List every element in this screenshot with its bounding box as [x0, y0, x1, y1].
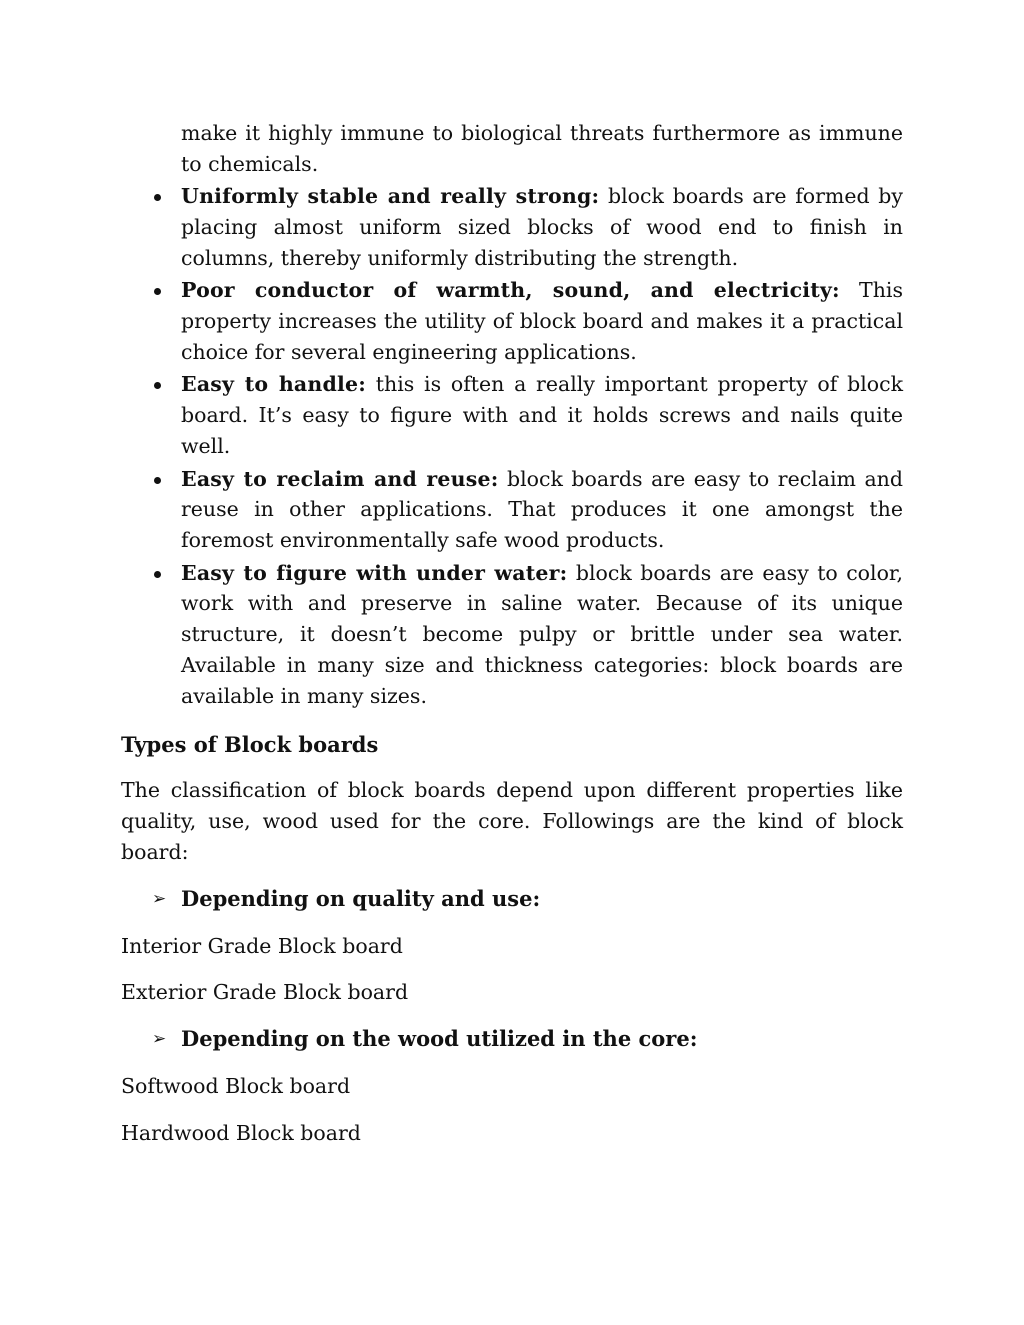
bullet-text: block boards are easy to color, work with and preserve in saline water. Because of its unique structure, it doesn’t become pulpy or brittle under sea water. Available in many size and thickness categories: block boards are available in many sizes. — [181, 560, 903, 708]
property-list — [121, 118, 903, 712]
bullet-term: Easy to figure with under water: — [181, 560, 568, 585]
type-item: Softwood Block board — [121, 1073, 351, 1098]
bullet-text: block boards are formed by placing almost uniform sized blocks of wood end to finish in columns, thereby uniformly distributing the strength. — [181, 184, 904, 270]
section-heading: Types of Block boards — [121, 731, 379, 757]
document-page — [121, 118, 903, 1149]
continuation-text: make it highly immune to biological threats furthermore as immune to chemicals. — [181, 121, 903, 176]
list-item — [121, 558, 903, 712]
group-heading — [121, 884, 903, 915]
arrow-bullet-icon: ➢ — [152, 1029, 167, 1050]
bullet-icon — [154, 382, 161, 389]
bullet-text: block boards are easy to reclaim and reuse in other applications. That produces it one amongst the foremost environmentally safe wood products. — [181, 466, 904, 553]
type-item: Interior Grade Block board — [121, 933, 403, 958]
group-title: Depending on quality and use: — [181, 885, 541, 911]
bullet-text: This property increases the utility of block board and makes it a practical choice for several engineering applications. — [181, 278, 903, 364]
list-item — [121, 464, 903, 556]
type-item: Exterior Grade Block board — [121, 980, 409, 1005]
list-item — [121, 275, 903, 367]
bullet-term: Uniformly stable and really strong: — [181, 184, 600, 209]
bullet-icon — [154, 194, 161, 201]
group-title: Depending on the wood utilized in the core: — [181, 1026, 698, 1052]
bullet-icon — [154, 571, 161, 578]
arrow-bullet-icon: ➢ — [152, 888, 167, 909]
intro-paragraph: The classification of block boards depend upon different properties like quality, use, wood used for the core. Followings are the kind of block board: — [121, 778, 903, 864]
bullet-icon — [154, 288, 161, 295]
list-item-continuation — [121, 118, 903, 180]
list-item — [121, 369, 903, 461]
bullet-text: this is often a really important property of block board. It’s easy to figure with and it holds screws and nails quite well. — [181, 372, 903, 459]
bullet-term: Easy to handle: — [181, 372, 367, 397]
bullet-term: Poor conductor of warmth, sound, and electricity: — [181, 278, 840, 303]
group-heading — [121, 1024, 903, 1055]
bullet-icon — [154, 477, 161, 484]
type-item: Hardwood Block board — [121, 1120, 361, 1145]
bullet-term: Easy to reclaim and reuse: — [181, 466, 499, 491]
list-item — [121, 181, 903, 273]
